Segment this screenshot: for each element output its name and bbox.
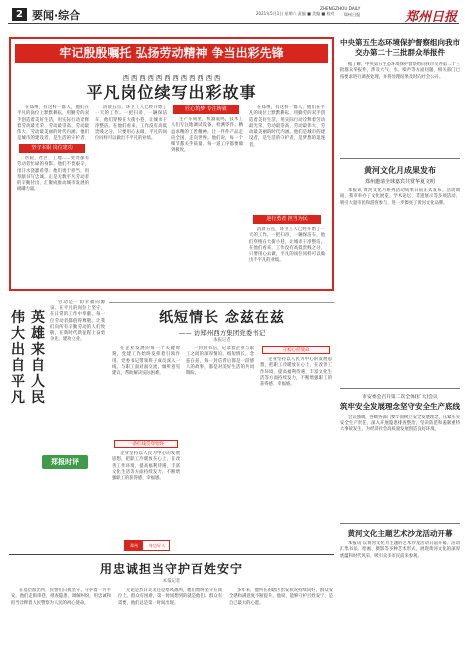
right-headline-3: 筑牢安全发展理念坚守安全生产底线 bbox=[340, 402, 460, 411]
lead-column-2: 清晨五点，环卫工人已经开始了一天的工作。一把扫帚、一辆保洁车，他们穿梭在大街小巷，让城市干净整洁。在他们看来，工作没有高低贵贱之分，只要用心去做，平凡的岗位同样可以做出不平凡的业绩。 bbox=[95, 105, 167, 142]
lead-kicker: 西 西 西 西 西 西 西 西 西 西 西 西 bbox=[122, 75, 221, 82]
right-headline-2: 黄河文化月成果发布 bbox=[364, 166, 436, 175]
bottom-column-1: 在基层派出所，民警们日夜坚守，守护着一方平安。他们走街串巷、排查隐患、调解纠纷，用忠诚和担当诠释着人民警察为人民的初心使命。 bbox=[11, 588, 111, 606]
good-people-tag: 郑州 身边好人 bbox=[124, 540, 170, 551]
commentary-title-2: 英雄来自人民 bbox=[31, 310, 45, 406]
right-divider-3 bbox=[340, 523, 460, 524]
mid-divider bbox=[109, 302, 334, 303]
mid-subhead-1: 一条红线贯穿始终 bbox=[114, 440, 178, 448]
mid-subheadline: —— 访郑州西方集团党委书记 bbox=[178, 329, 266, 337]
date-line: 2021年5月1日 星期六 责编 ■ 美编 ■ 校对 bbox=[256, 11, 335, 16]
right-headline-1: 中央第五生态环境保护督察组向我市交办第二十三批群众举报件 bbox=[340, 38, 460, 57]
mid-column-2: 一封封书信，记录着企业与职工之间的深厚情谊。纸短情长，念兹在兹，每一封信背后都是一段感人的故事，都是对美好生活的共同期盼。 bbox=[186, 346, 254, 377]
lead-subhead-3: 逆行勇者 担当为民 bbox=[253, 215, 321, 224]
lead-column-3: 生产车间里，机器轰鸣，技术工人们专注地调试设备、检测零件。精益求精的工匠精神，让一件件产品走向全国、走向世界。他们说，每一个细节都关乎质量，每一道工序都要做到极致。 bbox=[171, 117, 243, 154]
lead-column-4b: 清晨五点，环卫工人已经开始了一天的工作。一把扫帚、一辆保洁车，他们穿梭在大街小巷，让城市干净整洁。在他们看来，工作没有高低贵贱之分，只要用心去做，平凡的岗位同样可以做出不平凡的业绩。 bbox=[249, 227, 325, 264]
mid-subhead-2: 守初心担使命 bbox=[262, 346, 330, 354]
bottom-byline: 本报记者 bbox=[162, 579, 181, 584]
lead-subhead-2: 匠心筑梦 专注铸就 bbox=[173, 105, 239, 114]
mid-column-1: 在企业发展的每一个关键时刻，党建工作始终发挥着引领作用。党委书记带领班子成员深入一线，与职工面对面交流，倾听意见建议，帮助解决实际困难。 bbox=[112, 346, 180, 377]
bottom-divider bbox=[9, 554, 334, 555]
page-number: 2 bbox=[12, 8, 27, 21]
right-body-3: 会议强调，各级各部门要牢固树立安全发展理念，压紧压实安全生产责任，深入开展隐患排查整治，坚决防范和遏制重特大事故发生，为经济社会高质量发展创造良好环境。 bbox=[340, 414, 460, 433]
mid-byline: 本报记者 bbox=[213, 338, 231, 343]
bottom-headline: 用忠诚担当守护百姓安宁 bbox=[99, 562, 243, 576]
right-body-2: 本报讯 黄河文化月系列活动成果日前正式发布。活动期间，我市举办了文化展览、学术论坛、非遗展示等多项活动，吸引大量市民和游客参与，进一步擦亮了黄河文化品牌。 bbox=[340, 188, 460, 206]
right-divider-1 bbox=[340, 158, 460, 159]
right-divider-2 bbox=[340, 388, 460, 389]
mid-column-1b: 企业坚持以人民为中心的发展思想，把职工冷暖放在心上，在改善工作环境、提高福利待遇、丰富文化生活等方面持续发力，不断增强职工的获得感、幸福感。 bbox=[112, 451, 180, 482]
lead-banner: 牢记殷殷嘱托 弘扬劳动精神 争当出彩先锋 bbox=[15, 44, 328, 63]
mid-column-3: 企业坚持以人民为中心的发展思想，把职工冷暖放在心上，在改善工作环境、提高福利待遇、丰富文化生活等方面持续发力，不断增强职工的获得感、幸福感。 bbox=[260, 357, 332, 388]
lead-column-1b: 医院、社区、工地……处处都有劳动者忙碌的身影。他们不畏艰辛，用汗水浇灌希望；他们勇于担当，用奉献书写忠诚。正是无数平凡劳动者的辛勤付出，汇聚成推动城市发展的磅礴力量。 bbox=[17, 156, 89, 193]
bottom-column-3: 多年来，他所在的辖区治安状况持续向好，群众安全感和满意度不断提升。他说，能够守护百姓安宁，是自己最大的心愿。 bbox=[229, 588, 333, 606]
mid-headline: 纸短情长 念兹在兹 bbox=[159, 310, 285, 326]
lead-headline: 平凡岗位续写出彩故事 bbox=[86, 83, 257, 102]
section-title: 要闻·综合 bbox=[32, 9, 81, 22]
right-subhead-2: 郑州邀请全球嘉宾共赏华夏文明 bbox=[364, 179, 435, 185]
commentary-body: 劳动是一切幸福的源泉。在平凡的岗位上坚守，在日常的工作中奉献，每一位劳动者都值得尊敬。让我们向所有辛勤劳动的人们致敬，在新时代新征程上奋勇争先、建功立业。 bbox=[50, 300, 105, 343]
right-column bbox=[340, 34, 460, 601]
bottom-column-2: 无论是烈日炎炎还是寒风凛冽，他们始终坚守在岗位上。群众有困难，第一时间想到的就是他们；群众有需要，他们总是第一时间出现。 bbox=[118, 588, 222, 606]
right-headline-4: 黄河文化主题艺术沙龙活动开幕 bbox=[347, 528, 453, 538]
lead-story bbox=[9, 37, 334, 291]
lead-column-1: 在郑州，有这样一群人，他们在平凡的岗位上默默耕耘，用勤劳的双手创造着美好生活，用实际行动诠释着劳动最光荣、劳动最崇高、劳动最伟大、劳动最美丽的时代内涵。他们是城市的建设者，是生活的守护者， bbox=[17, 105, 89, 141]
commentary-title-1: 伟大出自平凡 bbox=[11, 310, 25, 406]
right-body-4: 本报讯 以黄河文化为主题的艺术沙龙活动日前开幕。活动汇集书法、绘画、摄影等多种艺术形式，展现黄河文化的深厚底蕴和时代风采，吸引众多市民前来参观。 bbox=[340, 541, 460, 559]
masthead bbox=[8, 6, 459, 24]
lead-subhead-1: 坚守本职 岗位建功 bbox=[19, 144, 85, 153]
right-kicker-3: 市安委会召开第二次全体(扩大)会议 bbox=[362, 395, 438, 400]
paper-name-en: ZHENGZHOU DAILY 郑州日报 bbox=[320, 6, 361, 17]
lead-column-4: 在郑州，有这样一群人，他们在平凡的岗位上默默耕耘，用勤劳的双手创造着美好生活，用实际行动诠释着劳动最光荣、劳动最崇高、劳动最伟大、劳动最美丽的时代内涵。他们是城市的建设者，是生活的守护者，是梦想的追逐者。 bbox=[249, 105, 325, 148]
commentary-tag: 郑报时评 bbox=[42, 455, 88, 469]
right-body-1: 据了解，中央第五生态环境保护督察组向我市交办第二十三批群众举报件，涉及大气、水、噪声等方面问题，相关部门已按要求进行调查处理，并将处理结果及时向社会公开。 bbox=[340, 62, 460, 80]
paper-logo: 郑州日报 bbox=[404, 10, 457, 25]
